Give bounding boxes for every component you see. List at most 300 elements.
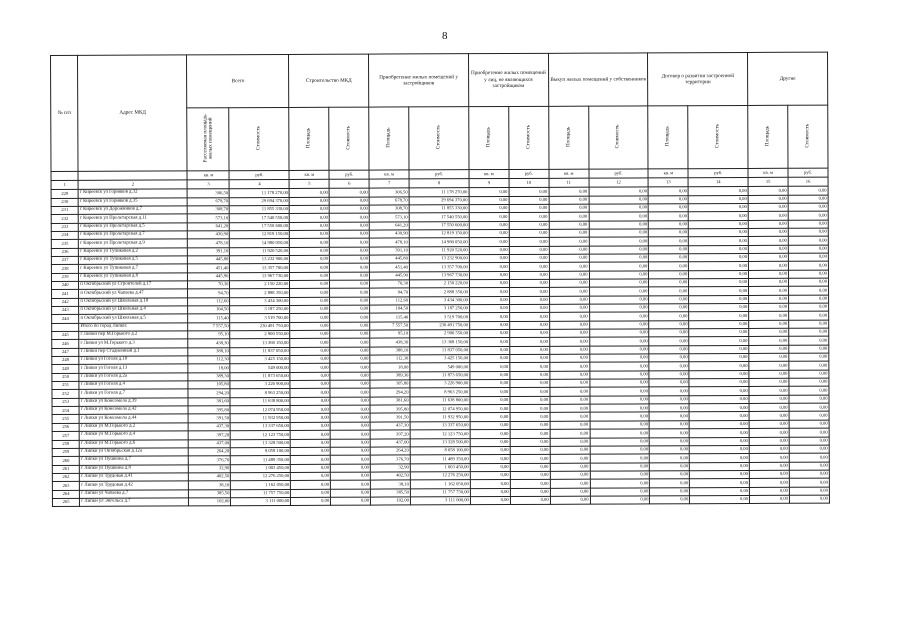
total-area: 105,80	[188, 381, 230, 390]
total-cost: 11 178 270,00	[230, 189, 290, 198]
construction-cost: 0,00	[331, 480, 371, 489]
other-value: 0,00	[689, 278, 749, 287]
row-address: г Липки ул М.Горького д.6	[79, 439, 188, 448]
other-value: 0,00	[550, 479, 590, 488]
other-value: 0,00	[470, 313, 510, 322]
row-number: 255	[52, 415, 79, 423]
other-value: 0,00	[550, 413, 590, 422]
total-cost: 11 920 520,00	[230, 247, 290, 256]
subheader-area	[469, 106, 509, 169]
other-value: 0,00	[749, 479, 789, 488]
other-value: 0,00	[748, 212, 788, 221]
other-value: 0,00	[689, 404, 749, 413]
developer-cost: 11 855 330,00	[409, 205, 469, 214]
row-address: г Киреевск ул Пролетарская д.11	[78, 214, 187, 223]
other-value: 0,00	[549, 271, 589, 280]
other-value: 0,00	[509, 246, 549, 255]
construction-cost: 0,00	[329, 230, 369, 239]
construction-area: 0,00	[290, 297, 330, 306]
other-value: 0,00	[789, 487, 829, 496]
other-value: 0,00	[649, 412, 689, 421]
other-value: 0,00	[749, 287, 789, 296]
other-value: 0,00	[549, 254, 589, 263]
subheader-cost	[329, 107, 369, 170]
other-value: 0,00	[549, 354, 589, 363]
other-value: 0,00	[688, 187, 748, 196]
developer-cost: 3 425 150,00	[410, 355, 470, 364]
total-area: 437,30	[189, 423, 231, 432]
construction-area: 0,00	[290, 405, 330, 414]
row-address: г Липки ул М.Горького д.3	[79, 339, 188, 348]
other-value: 0,00	[650, 496, 690, 505]
column-index: 8	[409, 179, 469, 188]
other-value: 0,00	[649, 337, 689, 346]
total-area: 430,90	[188, 231, 230, 240]
other-value: 0,00	[689, 220, 749, 229]
other-value: 0,00	[789, 453, 829, 462]
developer-area: 391,50	[370, 413, 410, 422]
developer-cost: 11 837 050,00	[410, 346, 470, 355]
other-value: 0,00	[749, 328, 789, 337]
subheader-label: Площадь	[305, 127, 312, 148]
construction-area: 0,00	[290, 214, 330, 223]
row-number: 241	[52, 290, 79, 298]
developer-cost: 3 226 900,00	[410, 380, 470, 389]
other-value: 0,00	[789, 320, 829, 329]
other-value: 0,00	[549, 296, 589, 305]
other-value: 0,00	[749, 437, 789, 446]
unit-cell: кв. м	[187, 171, 229, 180]
construction-cost: 0,00	[330, 455, 370, 464]
other-value: 0,00	[788, 203, 828, 212]
other-value: 0,00	[649, 387, 689, 396]
other-value: 0,00	[590, 387, 650, 396]
other-value: 0,00	[689, 237, 749, 246]
subheader-cost	[688, 105, 748, 168]
other-value: 0,00	[589, 321, 649, 330]
other-value: 0,00	[749, 395, 789, 404]
other-value: 0,00	[470, 338, 510, 347]
other-value: 0,00	[590, 454, 650, 463]
developer-area: 395,80	[370, 405, 410, 414]
other-value: 0,00	[749, 278, 789, 287]
other-value: 0,00	[510, 371, 550, 380]
header-address: Адрес МКД	[78, 55, 188, 172]
other-value: 0,00	[749, 462, 789, 471]
other-value: 0,00	[750, 495, 790, 504]
construction-cost: 0,00	[330, 447, 370, 456]
other-value: 0,00	[589, 245, 649, 254]
row-number: 240	[51, 281, 78, 289]
other-value: 0,00	[649, 362, 689, 371]
construction-cost: 0,00	[330, 247, 370, 256]
other-value: 0,00	[649, 329, 689, 338]
row-number: 236	[51, 248, 78, 256]
row-address: г Липки ул Гоголя д.13	[79, 364, 188, 373]
other-value: 0,00	[689, 253, 749, 262]
row-number: 265	[52, 498, 79, 506]
row-address: г Липки ул Комсомола д.42	[79, 406, 188, 415]
row-address: г Липки ул М.Горького д.4	[79, 431, 188, 440]
other-value: 0,00	[749, 453, 789, 462]
other-value: 0,00	[550, 363, 590, 372]
other-value: 0,00	[649, 270, 689, 279]
subheader-label: Стоимость	[714, 124, 721, 149]
construction-cost: 0,00	[330, 372, 370, 381]
other-value: 0,00	[788, 245, 828, 254]
construction-area: 0,00	[291, 472, 331, 481]
total-cost: 13 328 500,00	[231, 439, 291, 448]
total-cost: 13 368 150,00	[230, 339, 290, 348]
other-value: 0,00	[689, 362, 749, 371]
row-number: 259	[52, 448, 79, 456]
construction-area: 0,00	[291, 455, 331, 464]
row-address: г Липки ул Комсомола д.44	[79, 414, 188, 423]
construction-cost: 0,00	[329, 213, 369, 222]
other-value: 0,00	[510, 421, 550, 430]
other-value: 0,00	[689, 295, 749, 304]
other-value: 0,00	[469, 188, 509, 197]
row-number: 256	[52, 423, 79, 431]
developer-area: 104,50	[370, 305, 410, 314]
other-value: 0,00	[470, 471, 510, 480]
row-address: п Октябрьский ул Школьная д.5	[79, 314, 188, 323]
other-value: 0,00	[690, 479, 750, 488]
other-value: 0,00	[470, 480, 510, 489]
other-value: 0,00	[469, 305, 509, 314]
developer-cost: 17 550 600,00	[409, 221, 469, 230]
other-value: 0,00	[590, 396, 650, 405]
developer-area: 38,10	[370, 480, 410, 489]
developer-cost: 29 694 370,00	[409, 196, 469, 205]
other-value: 0,00	[549, 246, 589, 255]
other-value: 0,00	[649, 312, 689, 321]
other-value: 0,00	[749, 295, 789, 304]
row-address: г Липки ул Гоголя д.4	[79, 381, 188, 390]
construction-cost: 0,00	[330, 405, 370, 414]
other-value: 0,00	[689, 320, 749, 329]
construction-area: 0,00	[290, 222, 330, 231]
row-address: г Липки ул Октябрьская д.12а	[80, 448, 189, 457]
other-value: 0,00	[749, 387, 789, 396]
other-value: 0,00	[469, 213, 509, 222]
other-value: 0,00	[589, 204, 649, 213]
total-area: 376,70	[189, 456, 231, 465]
developer-area: 397,20	[370, 430, 410, 439]
other-value: 0,00	[788, 228, 828, 237]
total-cost: 11 757 750,00	[231, 489, 291, 498]
other-value: 0,00	[789, 470, 829, 479]
developer-area: 678,70	[369, 196, 409, 205]
other-value: 0,00	[749, 470, 789, 479]
row-address: г Киреевск ул Горняков д.32	[78, 189, 187, 198]
other-value: 0,00	[789, 462, 829, 471]
total-area: 306,50	[188, 189, 230, 198]
other-value: 0,00	[649, 320, 689, 329]
developer-area: 445,90	[370, 272, 410, 281]
subheader-label: Стоимость	[255, 126, 262, 151]
developer-cost: 230 491 750,00	[410, 321, 470, 330]
other-value: 0,00	[590, 496, 650, 505]
total-area: 678,70	[188, 197, 230, 206]
other-value: 0,00	[549, 237, 589, 246]
other-value: 0,00	[589, 329, 649, 338]
construction-area: 0,00	[290, 305, 330, 314]
row-address: г Липки пер Стадионный д.1	[79, 348, 188, 357]
developer-cost: 13 232 900,00	[409, 255, 469, 264]
row-address: г Липки ул Пушкина д.7	[80, 456, 189, 465]
construction-area: 0,00	[291, 481, 331, 490]
developer-area: 573,10	[369, 213, 409, 222]
row-number: 257	[52, 432, 79, 440]
row-number: 262	[52, 473, 79, 481]
other-value: 0,00	[749, 428, 789, 437]
developer-cost: 13 368 150,00	[410, 338, 470, 347]
total-cost: 3 519 700,00	[230, 314, 290, 323]
other-value: 0,00	[749, 303, 789, 312]
other-value: 0,00	[649, 354, 689, 363]
other-value: 0,00	[549, 313, 589, 322]
total-cost: 12 276 250,00	[231, 472, 291, 481]
total-cost: 13 967 730,00	[230, 272, 290, 281]
total-area: 478,10	[188, 239, 230, 248]
developer-area: 438,30	[370, 338, 410, 347]
subheader-area	[289, 107, 329, 170]
other-value: 0,00	[550, 438, 590, 447]
other-value: 0,00	[748, 220, 788, 229]
other-value: 0,00	[470, 355, 510, 364]
other-value: 0,00	[748, 237, 788, 246]
construction-cost: 0,00	[330, 347, 370, 356]
header-group-non-developers: Приобретение жилых помещений у лиц, не являющихся застройщиком	[468, 53, 548, 106]
other-value: 0,00	[509, 321, 549, 330]
other-value: 0,00	[550, 379, 590, 388]
header-group-developers: Приобретение жилых помещений у застройщиков	[369, 54, 469, 107]
other-value: 0,00	[549, 187, 589, 196]
unit-cell: руб.	[329, 170, 369, 179]
other-value: 0,00	[748, 245, 788, 254]
other-value: 0,00	[749, 445, 789, 454]
other-value: 0,00	[689, 287, 749, 296]
subheader-label: Стоимость	[524, 124, 532, 149]
other-value: 0,00	[690, 495, 750, 504]
developer-cost: 14 980 050,00	[409, 238, 469, 247]
other-value: 0,00	[510, 455, 550, 464]
construction-cost: 0,00	[330, 364, 370, 373]
other-value: 0,00	[549, 204, 589, 213]
other-value: 0,00	[788, 261, 828, 270]
row-address: г Киреевск ул Тупиковая д.8	[79, 273, 188, 282]
developer-area: 32,90	[370, 463, 410, 472]
other-value: 0,00	[689, 395, 749, 404]
row-address: г Киреевск ул Пролетарская д.5	[79, 222, 188, 231]
developer-area: 95,10	[370, 330, 410, 339]
total-area: 451,40	[188, 264, 230, 273]
total-area: 641,20	[188, 222, 230, 231]
other-value: 0,00	[690, 454, 750, 463]
other-value: 0,00	[469, 196, 509, 205]
construction-cost: 0,00	[330, 288, 370, 297]
other-value: 0,00	[649, 212, 689, 221]
other-value: 0,00	[549, 287, 589, 296]
total-cost: 17 550 600,00	[230, 222, 290, 231]
other-value: 0,00	[509, 288, 549, 297]
other-value: 0,00	[649, 187, 689, 196]
construction-area: 0,00	[289, 205, 329, 214]
other-value: 0,00	[469, 204, 509, 213]
other-value: 0,00	[689, 270, 749, 279]
row-number: 231	[51, 206, 78, 214]
row-address: г Киреевск ул Пролетарская д.7	[79, 231, 188, 240]
other-value: 0,00	[469, 296, 509, 305]
total-area: 308,70	[188, 206, 230, 215]
developer-area: 376,70	[370, 455, 410, 464]
other-value: 0,00	[788, 220, 828, 229]
construction-area: 0,00	[290, 414, 330, 423]
other-value: 0,00	[689, 420, 749, 429]
other-value: 0,00	[649, 404, 689, 413]
other-value: 0,00	[690, 470, 750, 479]
other-value: 0,00	[509, 229, 549, 238]
other-value: 0,00	[469, 246, 509, 255]
subheader-label: Площадь	[664, 126, 671, 147]
other-value: 0,00	[690, 487, 750, 496]
row-number: 234	[51, 231, 78, 239]
developer-area: 70,30	[370, 280, 410, 289]
total-area: 381,60	[188, 398, 230, 407]
developer-cost: 2 900 550,00	[410, 330, 470, 339]
subheader-area	[369, 107, 409, 170]
total-cost: 230 491 750,00	[230, 322, 290, 331]
total-area: 389,30	[188, 372, 230, 381]
total-cost: 2 900 550,00	[230, 331, 290, 340]
unit-cell: кв. м	[549, 169, 589, 178]
developer-area: 294,20	[370, 388, 410, 397]
other-value: 0,00	[549, 321, 589, 330]
other-value: 0,00	[689, 437, 749, 446]
unit-cell: руб.	[788, 168, 828, 177]
other-value: 0,00	[650, 437, 690, 446]
other-value: 0,00	[510, 471, 550, 480]
other-value: 0,00	[689, 262, 749, 271]
construction-area: 0,00	[290, 330, 330, 339]
total-area: 18,00	[188, 364, 230, 373]
other-value: 0,00	[549, 346, 589, 355]
other-value: 0,00	[550, 446, 590, 455]
row-number: 230	[51, 198, 78, 206]
column-index: 3	[188, 180, 230, 189]
row-number	[52, 323, 79, 331]
other-value: 0,00	[650, 471, 690, 480]
developer-cost: 3 519 700,00	[410, 313, 470, 322]
other-value: 0,00	[650, 479, 690, 488]
other-value: 0,00	[649, 279, 689, 288]
other-value: 0,00	[749, 345, 789, 354]
developer-area: 115,40	[370, 313, 410, 322]
other-value: 0,00	[550, 396, 590, 405]
total-cost: 11 638 800,00	[230, 397, 290, 406]
other-value: 0,00	[789, 362, 829, 371]
row-address: г Липки ул Трудовая д.41	[80, 473, 189, 482]
construction-cost: 0,00	[330, 430, 370, 439]
construction-cost: 0,00	[330, 330, 370, 339]
other-value: 0,00	[748, 203, 788, 212]
other-value: 0,00	[649, 345, 689, 354]
other-value: 0,00	[590, 446, 650, 455]
other-value: 0,00	[549, 329, 589, 338]
other-value: 0,00	[789, 378, 829, 387]
row-address: п Октябрьский ул Строителей д.17	[79, 281, 188, 290]
other-value: 0,00	[650, 421, 690, 430]
developer-area: 308,70	[369, 205, 409, 214]
other-value: 0,00	[690, 462, 750, 471]
row-number: 229	[51, 190, 78, 198]
developer-area: 18,00	[370, 363, 410, 372]
construction-area: 0,00	[290, 264, 330, 273]
header-group-development-contract: Договор о развитии застроенной территории	[648, 52, 748, 105]
other-value: 0,00	[589, 220, 649, 229]
row-number: 235	[51, 240, 78, 248]
unit-cell: кв. м	[748, 168, 788, 177]
construction-area: 0,00	[290, 272, 330, 281]
other-value: 0,00	[590, 471, 650, 480]
other-value: 0,00	[510, 446, 550, 455]
construction-area: 0,00	[291, 447, 331, 456]
other-value: 0,00	[590, 487, 650, 496]
other-value: 0,00	[689, 329, 749, 338]
other-value: 0,00	[789, 428, 829, 437]
other-value: 0,00	[649, 304, 689, 313]
other-value: 0,00	[510, 429, 550, 438]
total-cost: 3 111 000,00	[231, 497, 291, 506]
other-value: 0,00	[789, 295, 829, 304]
other-value: 0,00	[509, 188, 549, 197]
other-value: 0,00	[789, 336, 829, 345]
developer-area: 478,10	[369, 238, 409, 247]
other-value: 0,00	[749, 403, 789, 412]
developer-cost: 549 000,00	[410, 363, 470, 372]
total-cost: 11 837 050,00	[230, 347, 290, 356]
construction-area: 0,00	[290, 422, 330, 431]
developer-cost: 11 757 750,00	[410, 488, 470, 497]
other-value: 0,00	[470, 455, 510, 464]
total-cost: 12 123 750,00	[231, 431, 291, 440]
subheader-label: Стоимость	[804, 123, 811, 148]
construction-cost: 0,00	[329, 205, 369, 214]
other-value: 0,00	[550, 429, 590, 438]
other-value: 0,00	[589, 379, 649, 388]
column-index: 7	[369, 179, 409, 188]
construction-area: 0,00	[290, 355, 330, 364]
column-index: 10	[509, 179, 549, 188]
total-area: 102,00	[189, 498, 231, 507]
header-group-total: Всего	[187, 54, 289, 107]
total-cost: 8 058 100,00	[231, 447, 291, 456]
row-address: п Октябрьский ул Школьная д.10	[79, 298, 188, 307]
total-cost: 11 932 950,00	[231, 414, 291, 423]
other-value: 0,00	[650, 462, 690, 471]
other-value: 0,00	[750, 487, 790, 496]
row-number: 233	[51, 223, 78, 231]
construction-area: 0,00	[290, 314, 330, 323]
construction-cost: 0,00	[330, 238, 370, 247]
developer-area: 445,80	[370, 255, 410, 264]
other-value: 0,00	[590, 404, 650, 413]
developer-area: 102,00	[371, 497, 411, 506]
construction-cost: 0,00	[329, 222, 369, 231]
construction-cost: 0,00	[330, 255, 370, 264]
other-value: 0,00	[470, 330, 510, 339]
